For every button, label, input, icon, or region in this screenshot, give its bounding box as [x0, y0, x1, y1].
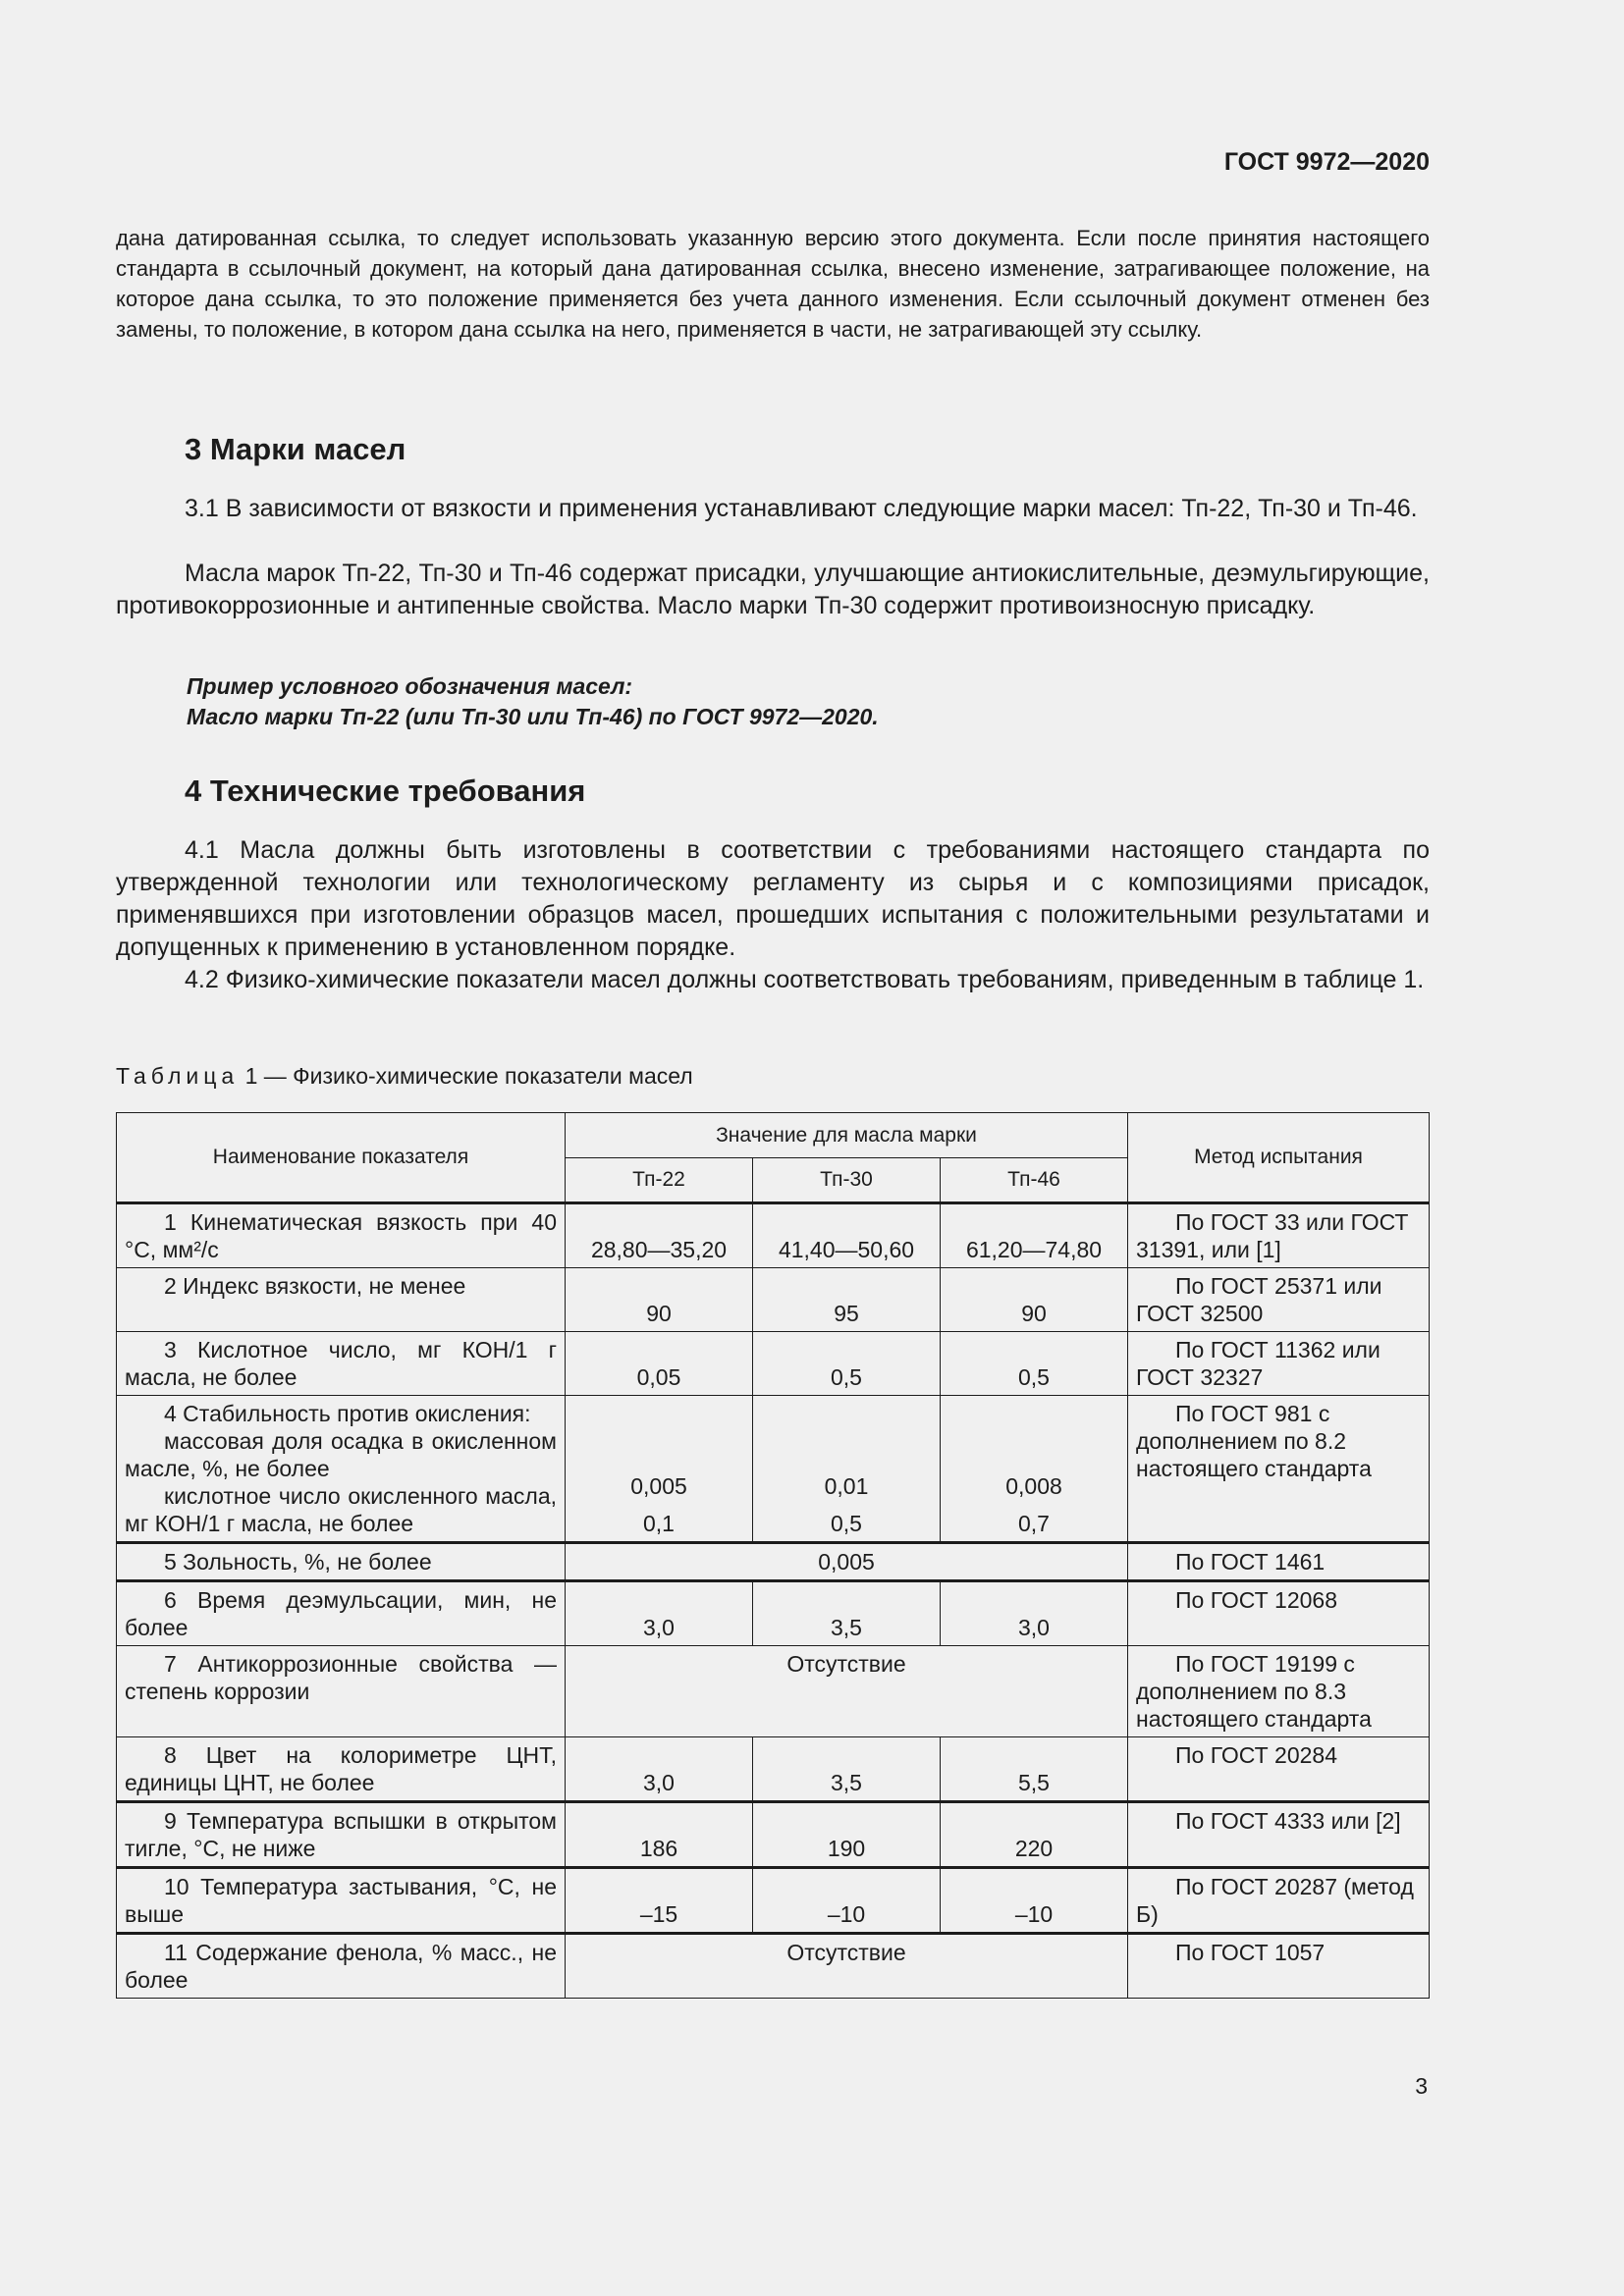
- row-method: По ГОСТ 19199 с дополнением по 8.3 настоящего стандарта: [1128, 1646, 1430, 1737]
- row-name: 1 Кинематическая вязкость при 40 °С, мм²/с: [117, 1203, 566, 1268]
- header-name: Наименование показателя: [117, 1113, 566, 1203]
- row-method: По ГОСТ 4333 или [2]: [1128, 1802, 1430, 1868]
- header-values: Значение для масла марки: [566, 1113, 1128, 1158]
- header-method: Метод испытания: [1128, 1113, 1430, 1203]
- row-value: 3,0: [566, 1737, 753, 1802]
- row-value: 0,5: [753, 1332, 941, 1396]
- row-name: 6 Время деэмульсации, мин, не более: [117, 1581, 566, 1646]
- row-name-main: 4 Стабильность против окисления:: [164, 1401, 531, 1426]
- row-value: 3,0: [941, 1581, 1128, 1646]
- row-subname: массовая доля осадка в окисленном масле, %, не более: [125, 1428, 557, 1481]
- row-value: 0,05: [566, 1332, 753, 1396]
- row-value: 0,7: [1018, 1511, 1050, 1536]
- row-method: По ГОСТ 20287 (метод Б): [1128, 1868, 1430, 1934]
- row-value: 0,1: [643, 1511, 675, 1536]
- row-name: 5 Зольность, %, не более: [117, 1543, 566, 1581]
- row-method: По ГОСТ 33 или ГОСТ 31391, или [1]: [1128, 1203, 1430, 1268]
- table-row: [117, 1737, 1430, 1802]
- header-grade: Тп-30: [753, 1158, 941, 1203]
- row-method: По ГОСТ 11362 или ГОСТ 32327: [1128, 1332, 1430, 1396]
- row-name: 10 Температура застывания, °С, не выше: [117, 1868, 566, 1934]
- row-value: –10: [941, 1868, 1128, 1934]
- section-3-paragraph-1: 3.1 В зависимости от вязкости и применения устанавливают следующие марки масел: Тп-22, Тп-30 и Тп-46.: [185, 495, 1418, 522]
- row-value: 41,40—50,60: [753, 1203, 941, 1268]
- row-method: По ГОСТ 25371 или ГОСТ 32500: [1128, 1268, 1430, 1332]
- row-method: По ГОСТ 1057: [1128, 1934, 1430, 1999]
- table-caption-title: 1 — Физико-химические показатели масел: [239, 1063, 693, 1089]
- header-grade: Тп-46: [941, 1158, 1128, 1203]
- row-value: 95: [753, 1268, 941, 1332]
- intro-paragraph: дана датированная ссылка, то следует использовать указанную версию этого документа. Если после принятия настоящего стандарта в ссылочный документ, на который дана датированная ссылка, внесено изменение, затрагивающее положение, на которое дана ссылка, то это положение применяется без учета данного изменения. Если ссылочный документ отменен без замены, то положение, в котором дана ссылка на него, применяется в части, не затрагивающей эту ссылку.: [116, 226, 1430, 342]
- document-code: ГОСТ 9972—2020: [1223, 148, 1430, 176]
- row-value-pair: [753, 1396, 941, 1543]
- row-name: 3 Кислотное число, мг КОН/1 г масла, не более: [117, 1332, 566, 1396]
- table-row: [117, 1934, 1430, 1999]
- properties-table: [116, 1112, 1430, 1999]
- table-row: [117, 1646, 1430, 1737]
- row-name: 11 Содержание фенола, % масс., не более: [117, 1934, 566, 1999]
- row-value: 3,0: [566, 1581, 753, 1646]
- section-4-paragraph-1: 4.1 Масла должны быть изготовлены в соответствии с требованиями настоящего стандарта по утвержденной технологии или технологическому регламенту из сырья и с композициями присадок, применявшихся при изготовлении образцов масел, прошедших испытания с положительными результатами и допущенных к применению в установленном порядке.: [116, 836, 1430, 961]
- row-value-merged: Отсутствие: [566, 1934, 1128, 1999]
- table-row: [117, 1581, 1430, 1646]
- table-row: [117, 1543, 1430, 1581]
- row-name: 9 Температура вспышки в открытом тигле, °С, не ниже: [117, 1802, 566, 1868]
- row-method: По ГОСТ 20284: [1128, 1737, 1430, 1802]
- row-name: 8 Цвет на колориметре ЦНТ, единицы ЦНТ, не более: [117, 1737, 566, 1802]
- row-value: 90: [941, 1268, 1128, 1332]
- example-line-1: Пример условного обозначения масел:: [187, 673, 633, 699]
- row-value: 190: [753, 1802, 941, 1868]
- row-method: По ГОСТ 981 с дополнением по 8.2 настоящего стандарта: [1128, 1396, 1430, 1543]
- section-4-paragraph-2: 4.2 Физико-химические показатели масел должны соответствовать требованиям, приведенным в таблице 1.: [185, 966, 1425, 993]
- table-row: [117, 1268, 1430, 1332]
- table-row: [117, 1802, 1430, 1868]
- row-value: 0,008: [1005, 1473, 1062, 1499]
- table-row: [117, 1396, 1430, 1543]
- row-value: 0,5: [941, 1332, 1128, 1396]
- row-value: 0,005: [630, 1473, 687, 1499]
- row-value: 220: [941, 1802, 1128, 1868]
- row-value: 3,5: [753, 1737, 941, 1802]
- page-number: 3: [1415, 2073, 1428, 2099]
- example-line-2: Масло марки Тп-22 (или Тп-30 или Тп-46) по ГОСТ 9972—2020.: [187, 704, 879, 729]
- row-value: 0,5: [831, 1511, 862, 1536]
- row-value-pair: [566, 1396, 753, 1543]
- row-name: 7 Антикоррозионные свойства — степень коррозии: [117, 1646, 566, 1737]
- row-name: 2 Индекс вязкости, не менее: [117, 1268, 566, 1332]
- row-value: 90: [566, 1268, 753, 1332]
- table-row: [117, 1332, 1430, 1396]
- row-value: 61,20—74,80: [941, 1203, 1128, 1268]
- row-value: 186: [566, 1802, 753, 1868]
- section-3-heading: 3 Марки масел: [185, 432, 406, 466]
- row-value-merged: Отсутствие: [566, 1646, 1128, 1737]
- row-value: 0,01: [824, 1473, 869, 1499]
- row-value: –10: [753, 1868, 941, 1934]
- row-value: 28,80—35,20: [566, 1203, 753, 1268]
- row-value: 3,5: [753, 1581, 941, 1646]
- row-value: –15: [566, 1868, 753, 1934]
- example-block: [187, 671, 879, 732]
- table-row: [117, 1203, 1430, 1268]
- row-value: 5,5: [941, 1737, 1128, 1802]
- table-row: [117, 1868, 1430, 1934]
- row-subname: кислотное число окисленного масла, мг КОН/1 г масла, не более: [125, 1483, 557, 1536]
- row-value-pair: [941, 1396, 1128, 1543]
- section-3-paragraph-2: Масла марок Тп-22, Тп-30 и Тп-46 содержат присадки, улучшающие антиокислительные, деэмульгирующие, противокоррозионные и антипенные свойства. Масло марки Тп-30 содержит противоизносную присадку.: [116, 560, 1430, 619]
- row-method: По ГОСТ 12068: [1128, 1581, 1430, 1646]
- table-caption: [116, 1063, 693, 1090]
- row-name: [117, 1396, 566, 1543]
- section-4-heading: 4 Технические требования: [185, 774, 586, 808]
- row-method: По ГОСТ 1461: [1128, 1543, 1430, 1581]
- row-value-merged: 0,005: [566, 1543, 1128, 1581]
- table-caption-prefix: Таблица: [116, 1063, 240, 1089]
- header-grade: Тп-22: [566, 1158, 753, 1203]
